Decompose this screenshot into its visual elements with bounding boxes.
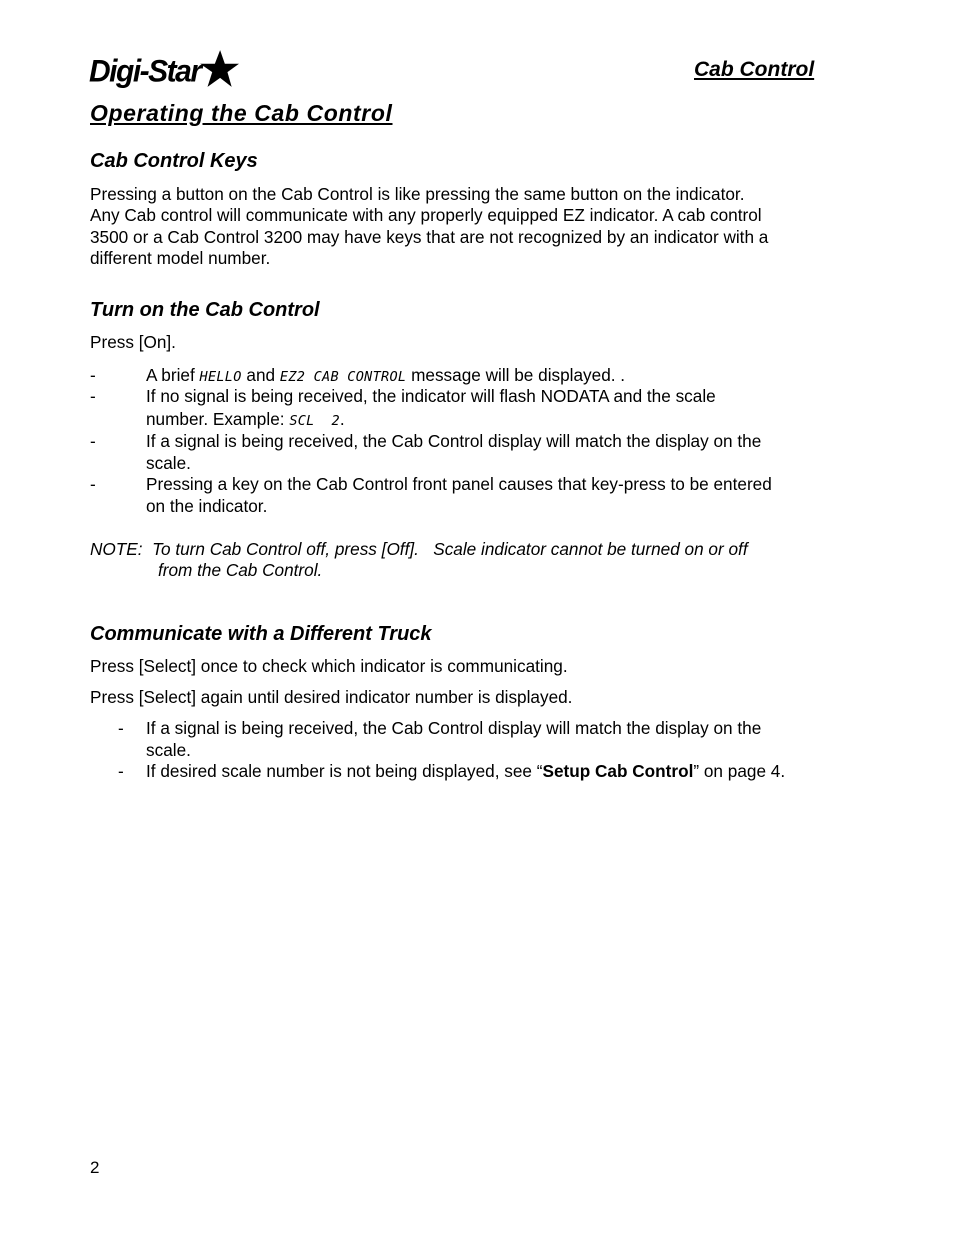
section-heading-turn-on: Turn on the Cab Control: [90, 299, 320, 321]
text: and: [241, 365, 280, 385]
page-number: 2: [90, 1158, 100, 1177]
setup-cab-control-reference: Setup Cab Control: [542, 761, 694, 781]
text: message will be displayed. .: [406, 365, 626, 385]
bullet-dash: -: [90, 365, 96, 385]
lcd-hello: HELLO: [199, 369, 242, 385]
page-title: Operating the Cab Control: [90, 100, 393, 126]
bullet-dash: -: [90, 386, 96, 406]
turn-on-bullet-1: [146, 365, 625, 389]
note-line-1: NOTE: To turn Cab Control off, press [Off]. Scale indicator cannot be turned on or off: [90, 539, 748, 559]
turn-on-bullet-3-line-1: If a signal is being received, the Cab Control display will match the display on the: [146, 431, 762, 451]
logo-text: Digi-Star: [89, 54, 201, 89]
digi-star-logo: [89, 50, 239, 94]
section-heading-truck: Communicate with a Different Truck: [90, 623, 432, 645]
header-section-title: Cab Control: [694, 58, 815, 81]
note-line-2: from the Cab Control.: [158, 560, 323, 580]
bullet-dash: -: [90, 474, 96, 494]
lcd-scl-2: SCL 2: [289, 413, 340, 429]
text: number. Example:: [146, 409, 290, 429]
star-icon: [197, 48, 239, 90]
bullet-dash: -: [90, 431, 96, 451]
turn-on-intro: Press [On].: [90, 332, 176, 352]
keys-line-1: Pressing a button on the Cab Control is like pressing the same button on the indicator.: [90, 184, 745, 204]
keys-line-3: 3500 or a Cab Control 3200 may have keys that are not recognized by an indicator with a: [90, 227, 769, 247]
turn-on-bullet-4-line-2: on the indicator.: [146, 496, 268, 516]
bullet-dash: -: [118, 718, 124, 738]
truck-bullet-1-line-2: scale.: [146, 740, 191, 760]
truck-bullet-1-line-1: If a signal is being received, the Cab Control display will match the display on the: [146, 718, 762, 738]
text: If desired scale number is not being displayed, see “: [146, 761, 543, 781]
turn-on-bullet-2-line-2: [146, 409, 345, 433]
keys-line-4: different model number.: [90, 248, 271, 268]
turn-on-bullet-3-line-2: scale.: [146, 453, 191, 473]
truck-line-2: Press [Select] again until desired indicator number is displayed.: [90, 687, 573, 707]
truck-line-1: Press [Select] once to check which indicator is communicating.: [90, 656, 568, 676]
truck-bullet-2: [146, 761, 785, 783]
keys-line-2: Any Cab control will communicate with any properly equipped EZ indicator. A cab control: [90, 205, 762, 225]
lcd-ez2-cab-control: EZ2 CAB CONTROL: [279, 369, 407, 385]
turn-on-bullet-2-line-1: If no signal is being received, the indicator will flash NODATA and the scale: [146, 386, 716, 406]
bullet-dash: -: [118, 761, 124, 781]
section-heading-keys: Cab Control Keys: [90, 150, 258, 172]
text: .: [339, 409, 345, 429]
text: A brief: [146, 365, 200, 385]
turn-on-bullet-4-line-1: Pressing a key on the Cab Control front panel causes that key-press to be entered: [146, 474, 772, 494]
text: ” on page 4.: [693, 761, 786, 781]
